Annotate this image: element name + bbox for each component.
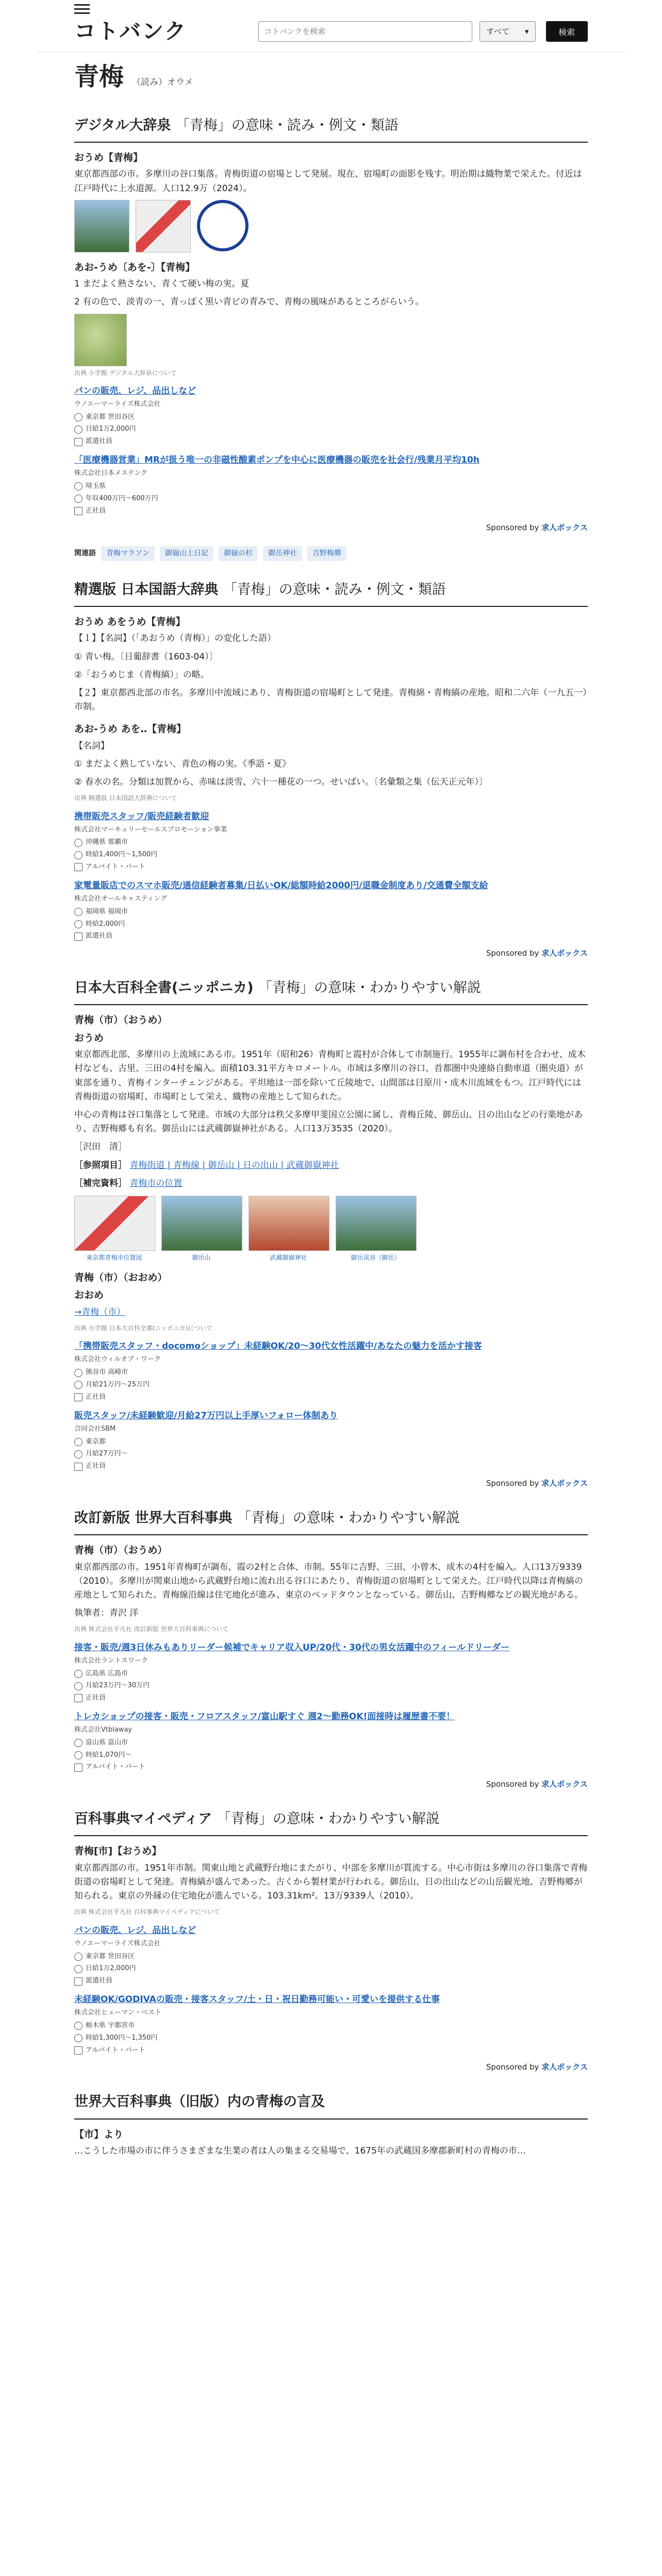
related-tags xyxy=(37,546,625,561)
search-input[interactable] xyxy=(258,21,472,42)
briefcase-icon xyxy=(74,438,82,446)
job-ad[interactable] xyxy=(74,453,588,516)
sponsor-label: Sponsored by 求人ボックス xyxy=(486,523,588,533)
job-title[interactable]: 「医療機器営業」MRが扱う唯一の非磁性酸素ポンプを中心に医療機器の販売を社会行/残業月平均10h xyxy=(74,455,479,466)
job-ad[interactable] xyxy=(74,1993,588,2056)
location-icon xyxy=(74,413,82,421)
thumbnail[interactable]: 御岳渓谷（御岳） xyxy=(336,1196,416,1263)
thumbnail[interactable]: 御岳山 xyxy=(161,1196,241,1263)
entry-author: ［沢田 清］ xyxy=(74,1142,127,1153)
job-pay: 日給1万2,000円 xyxy=(74,1963,588,1974)
search-button[interactable]: 検索 xyxy=(546,21,588,42)
entry-text: 1 まだよく熟さない、青くて硬い梅の実。夏 xyxy=(74,279,250,290)
entry-heading: 青梅（市）（おおめ） xyxy=(74,1272,168,1284)
job-location: 東京都 世田谷区 xyxy=(74,1952,588,1962)
site-logo[interactable]: コトバンク xyxy=(74,19,187,44)
job-title[interactable]: パンの販売、レジ、品出しなど xyxy=(74,385,196,396)
supplement-links: ［補完資料］ 青梅市の位置 xyxy=(74,1178,183,1189)
briefcase-icon xyxy=(74,863,82,871)
section-nikkoku xyxy=(37,579,625,959)
job-title[interactable]: 携帯販売スタッフ/販売経験者歓迎 xyxy=(74,811,209,822)
credit: 出典 小学館 デジタル大辞泉について xyxy=(74,369,177,377)
entry-subheading: おうめ xyxy=(74,1032,104,1044)
job-company: 株式会社マーキュリーセールスプロモーション事業 xyxy=(74,825,227,834)
job-type: アルバイト・パート xyxy=(74,1762,588,1773)
job-type: アルバイト・パート xyxy=(74,862,588,873)
entry-heading: あお‐うめ〔あを‐〕【青梅】 xyxy=(74,261,195,273)
location-icon xyxy=(74,908,82,916)
location-icon xyxy=(74,1953,82,1961)
job-title[interactable]: 販売スタッフ/未経験歓迎/月給27万円以上手厚いフォロー体制あり xyxy=(74,1410,338,1421)
job-ad[interactable] xyxy=(74,1409,588,1472)
job-title[interactable]: 家電量販店でのスマホ販売/通信経験者募集/日払いOK/総額時給2000円/退職金制度あり/交通費全額支給 xyxy=(74,880,488,891)
entry-text: 2 有の色で、淡青の一、青っぽく黒い青ビの青みで、青梅の風味があるところがらいう。 xyxy=(74,297,424,308)
job-location: 熊谷市 高崎市 xyxy=(74,1367,588,1378)
job-type: 正社員 xyxy=(74,1392,588,1403)
job-pay: 月給23万円〜30万円 xyxy=(74,1681,588,1691)
briefcase-icon xyxy=(74,1393,82,1401)
yen-icon xyxy=(74,1751,82,1759)
job-location: 埼玉県 xyxy=(74,481,588,492)
job-type: 正社員 xyxy=(74,1461,588,1472)
thumbnail[interactable]: 東京都青梅市位置図 xyxy=(74,1196,154,1263)
tag[interactable]: 青梅マラソン xyxy=(101,546,155,561)
entry-heading: 青梅（市）（おうめ） xyxy=(74,1545,168,1556)
job-company: ウノエーマーライズ株式会社 xyxy=(74,1939,161,1947)
chevron-down-icon: ▾ xyxy=(524,27,529,36)
green-plum-photo[interactable] xyxy=(74,314,127,366)
job-pay: 月給27万円〜 xyxy=(74,1449,588,1460)
yen-icon xyxy=(74,1965,82,1973)
job-ad[interactable] xyxy=(74,1641,588,1704)
section-daijisen xyxy=(37,114,625,534)
location-icon xyxy=(74,1369,82,1377)
entry-heading: おうめ あをうめ【青梅】 xyxy=(74,616,186,628)
tag[interactable]: 御嶽山上日記 xyxy=(160,546,213,561)
yen-icon xyxy=(74,426,82,434)
job-location: 栃木県 宇都宮市 xyxy=(74,2021,588,2031)
entry-text: 東京都西北部、多摩川の上流域にある市。1951年（昭和26）青梅町と霞村が合体して市制施行。1955年に調布村を合わせ、成木村なども、古里、三田の4村を編入。面積103.31平方キロメートル。市域は多摩川の谷口、首都圏中央連絡自動車道（圏央道）が東部を通り、青梅インターチェンジがある。平坦地は一部を除いて丘陵地で、山間部は日原川・成木川流域をもつ。江戸時代には青梅街道の宿場町、市場町として栄え、織物の産地として知られた。 xyxy=(74,1049,586,1102)
image-row xyxy=(74,200,588,252)
job-title[interactable]: トレカショップの接客・販売・フロアスタッフ/富山駅すぐ 週2〜勤務OK!面接時は履歴書不要！ xyxy=(74,1711,455,1722)
entry-text: ②「おうめじま（青梅縞）」の略。 xyxy=(74,669,209,680)
job-company: 株式会社ラントスワーク xyxy=(74,1656,148,1665)
city-emblem[interactable] xyxy=(197,200,249,251)
cross-ref-link[interactable]: →青梅（市） xyxy=(74,1307,126,1317)
entry-text: 東京都西部の市。多摩川の谷口集落。青梅街道の宿場として発展。現在、宿場町の面影を残す。明治期は織物業で栄えた。付近は江戸時代に上水道源。人口12.9万（2024）。 xyxy=(74,169,582,194)
page xyxy=(37,0,625,2158)
job-company: 合同会社SBM xyxy=(74,1425,116,1433)
job-type: 派遣社員 xyxy=(74,1976,588,1987)
job-ad[interactable] xyxy=(74,879,588,942)
job-pay: 時給1,070円〜 xyxy=(74,1750,588,1761)
section-mypedia xyxy=(37,1808,625,2073)
entry-heading: あお‐うめ あを‥【青梅】 xyxy=(74,723,187,735)
job-location: 福岡県 福岡市 xyxy=(74,907,588,918)
job-ad[interactable] xyxy=(74,1710,588,1773)
briefcase-icon xyxy=(74,507,82,515)
job-company: 株式会社日本メステンク xyxy=(74,469,147,478)
word-yomi: （読み）オウメ xyxy=(132,77,193,88)
entry-text: ② 春水の名。分類は加賀から、赤味は淡雪、六十一種花の一つ。せいばい。〔名彙類之集（伝天正元年）〕 xyxy=(74,777,488,788)
location-icon xyxy=(74,2022,82,2030)
briefcase-icon xyxy=(74,1694,82,1702)
location-icon xyxy=(74,1670,82,1678)
yen-icon xyxy=(74,495,82,503)
yen-icon xyxy=(74,920,82,928)
credit: 出典 株式会社平凡社 改訂新版 世界大百科事典について xyxy=(74,1625,229,1633)
job-pay: 時給1,400円〜1,500円 xyxy=(74,850,588,860)
job-type: 派遣社員 xyxy=(74,931,588,942)
job-location: 東京都 xyxy=(74,1437,588,1448)
site-header xyxy=(37,11,625,52)
location-icon xyxy=(74,839,82,847)
yen-icon xyxy=(74,1682,82,1690)
entry-text: ① まだよく熟していない、青色の梅の実。《季語・夏》 xyxy=(74,758,291,769)
entry-text: 【２】東京都西北部の市名。多摩川中流域にあり、青梅街道の宿場町として発達。青梅綿・青梅縞の産地。昭和二六年（一九五一）市制。 xyxy=(74,687,587,713)
job-pay: 時給2,000円 xyxy=(74,919,588,930)
entry-text: 【１】【名詞】（「あおうめ（青梅）」の変化した語） xyxy=(74,633,276,644)
entry-heading: おうめ【青梅】 xyxy=(74,151,143,163)
yen-icon xyxy=(74,1450,82,1459)
menu-icon[interactable] xyxy=(74,4,90,14)
job-title[interactable]: パンの販売、レジ、品出しなど xyxy=(74,1925,196,1936)
section-title: 改訂新版 世界大百科事典 「青梅」の意味・わかりやすい解説 xyxy=(74,1507,588,1535)
sponsor-label: Sponsored by 求人ボックス xyxy=(486,1780,588,1789)
job-type: アルバイト・パート xyxy=(74,2045,588,2056)
job-type: 正社員 xyxy=(74,506,588,517)
entry-text: 東京都西部の市。1951年青梅町が調布、霞の2村と合体、市制。55年に吉野、三田、小曾木、成木の4村を編入。人口13万9339（2010）。多摩川が関東山地から武蔵野台地に流れ出る谷口にあたり、青梅街道の宿場町として栄えた。江戸時代以降は青梅縞の産地として知られた。青梅線沿線は住宅地化が進み、東京のベッドタウンとなっている。御岳山、吉野梅郷などの観光地がある。 xyxy=(74,1562,584,1600)
entry-heading: 青梅[市]【おうめ】 xyxy=(74,1845,162,1857)
entry-author: 執筆者：青沢 洋 xyxy=(74,1608,139,1619)
location-icon xyxy=(74,1438,82,1446)
job-type: 派遣社員 xyxy=(74,436,588,447)
job-pay: 年収400万円〜600万円 xyxy=(74,494,588,504)
job-ad[interactable] xyxy=(74,810,588,873)
sponsor-label: Sponsored by 求人ボックス xyxy=(486,2062,588,2072)
city-map[interactable] xyxy=(136,200,191,252)
section-sekai-old xyxy=(37,2091,625,2158)
section-sekai xyxy=(37,1507,625,1790)
thumbnail-row xyxy=(74,1196,588,1263)
section-title: 日本大百科全書(ニッポニカ) 「青梅」の意味・わかりやすい解説 xyxy=(74,977,588,1005)
city-photo[interactable] xyxy=(74,200,129,252)
entry-text: ① 青い梅。〔日葡辞書（1603-04）〕 xyxy=(74,651,218,662)
entry-heading: 青梅（市）（おうめ） xyxy=(74,1014,168,1026)
job-company: 株式会社ウィルオブ・ワーク xyxy=(74,1355,161,1364)
related-label: 関連語 xyxy=(74,549,96,558)
briefcase-icon xyxy=(74,1977,82,1986)
job-title[interactable]: 未経験OK/GODIVAの販売・接客スタッフ/土・日・祝日勤務可能い・可愛いを提供する仕事 xyxy=(74,1994,440,2005)
sponsor-label: Sponsored by 求人ボックス xyxy=(486,1479,588,1488)
credit: 出典 精選版 日本国語大辞典について xyxy=(74,794,177,802)
job-ad[interactable] xyxy=(74,384,588,447)
job-location: 富山県 富山市 xyxy=(74,1738,588,1749)
section-title: 精選版 日本国語大辞典 「青梅」の意味・読み・例文・類語 xyxy=(74,579,588,607)
job-type: 正社員 xyxy=(74,1693,588,1704)
section-title: 世界大百科事典（旧版）内の青梅の言及 xyxy=(74,2091,588,2119)
yen-icon xyxy=(74,2034,82,2042)
entry-text: …こうした市場の市に伴うさまざまな生業の者は人の集まる交易場で、1675年の武蔵国多摩郡新町村の青梅の市… xyxy=(74,2145,526,2156)
job-location: 沖縄県 那覇市 xyxy=(74,837,588,848)
job-pay: 月給21万円〜25万円 xyxy=(74,1380,588,1391)
section-title: 百科事典マイペディア 「青梅」の意味・わかりやすい解説 xyxy=(74,1808,588,1836)
word-heading xyxy=(37,52,625,97)
yen-icon xyxy=(74,1381,82,1389)
briefcase-icon xyxy=(74,2046,82,2055)
section-nipponica xyxy=(37,977,625,1489)
job-location: 広島県 広島市 xyxy=(74,1669,588,1680)
entry-text: 東京都西部の市。1951年市制。関東山地と武蔵野台地にまたがり、中部を多摩川が貫流する。中心市街は多摩川の谷口集落で青梅街道の宿場町として発達。青梅縞が盛んであった。古くから製材業が行われる。御岳山、日の出山などの山岳観光地、吉野梅郷が知られる。東京の外縁の住宅地化が進んでいる。103.31km²。13万9339人（2010）。 xyxy=(74,1862,588,1902)
job-ad[interactable] xyxy=(74,1924,588,1987)
job-company: 株式会社オールキャスティング xyxy=(74,895,168,903)
entry-text: 【名詞】 xyxy=(74,740,109,751)
tag[interactable]: 吉野梅郷 xyxy=(307,546,346,561)
yen-icon xyxy=(74,851,82,859)
entry-text: 中心の青梅は谷口集落として発達。市域の大部分は秩父多摩甲斐国立公園に属し、青梅丘陵、御岳山、日の出山などの行楽地があり、吉野梅郷も有名。御岳山には武蔵御嶽神社がある。人口13万3535（2020）。 xyxy=(74,1109,583,1134)
briefcase-icon xyxy=(74,933,82,941)
job-ad[interactable] xyxy=(74,1340,588,1402)
briefcase-icon xyxy=(74,1764,82,1772)
location-icon xyxy=(74,482,82,490)
briefcase-icon xyxy=(74,1463,82,1471)
job-pay: 日給1万2,000円 xyxy=(74,424,588,435)
job-title[interactable]: 接客・販売/週3日休みもありリーダー候補でキャリア収入UP/20代・30代の男女活躍中のフィールドリーダー xyxy=(74,1642,510,1653)
word-title: 青梅 xyxy=(74,62,124,91)
job-company: 株式会社ヒューマン・ベスト xyxy=(74,2009,162,2017)
scope-label: すべて xyxy=(486,27,510,36)
job-pay: 時給1,300円〜1,350円 xyxy=(74,2033,588,2044)
credit: 出典 小学館 日本大百科全書(ニッポニカ)について xyxy=(74,1325,213,1332)
credit: 出典 株式会社平凡社 百科事典マイペディアについて xyxy=(74,1908,220,1916)
location-icon xyxy=(74,1739,82,1747)
job-location: 東京都 世田谷区 xyxy=(74,412,588,423)
thumbnail[interactable]: 武蔵御嶽神社 xyxy=(249,1196,328,1263)
job-title[interactable]: 「携帯販売スタッフ・docomoショップ」未経験OK/20〜30代女性活躍中/あなたの魅力を活かす接客 xyxy=(74,1341,483,1352)
section-title: デジタル大辞泉 「青梅」の意味・読み・例文・類語 xyxy=(74,114,588,143)
ref-links: ［参照項目］ 青梅街道 | 青梅線 | 御岳山 | 日の出山 | 武蔵御嶽神社 xyxy=(74,1160,339,1171)
job-company: ウノエーマーライズ株式会社 xyxy=(74,400,161,408)
job-company: 株式会社Vtblaway xyxy=(74,1726,133,1734)
entry-subheading: おおめ xyxy=(74,1290,104,1301)
sponsor-label: Sponsored by 求人ボックス xyxy=(486,948,588,958)
entry-heading: 【市】より xyxy=(74,2128,124,2140)
tag[interactable]: 御岳神社 xyxy=(263,546,302,561)
tag[interactable]: 御嶽の杉 xyxy=(219,546,258,561)
scope-select[interactable] xyxy=(479,21,535,42)
